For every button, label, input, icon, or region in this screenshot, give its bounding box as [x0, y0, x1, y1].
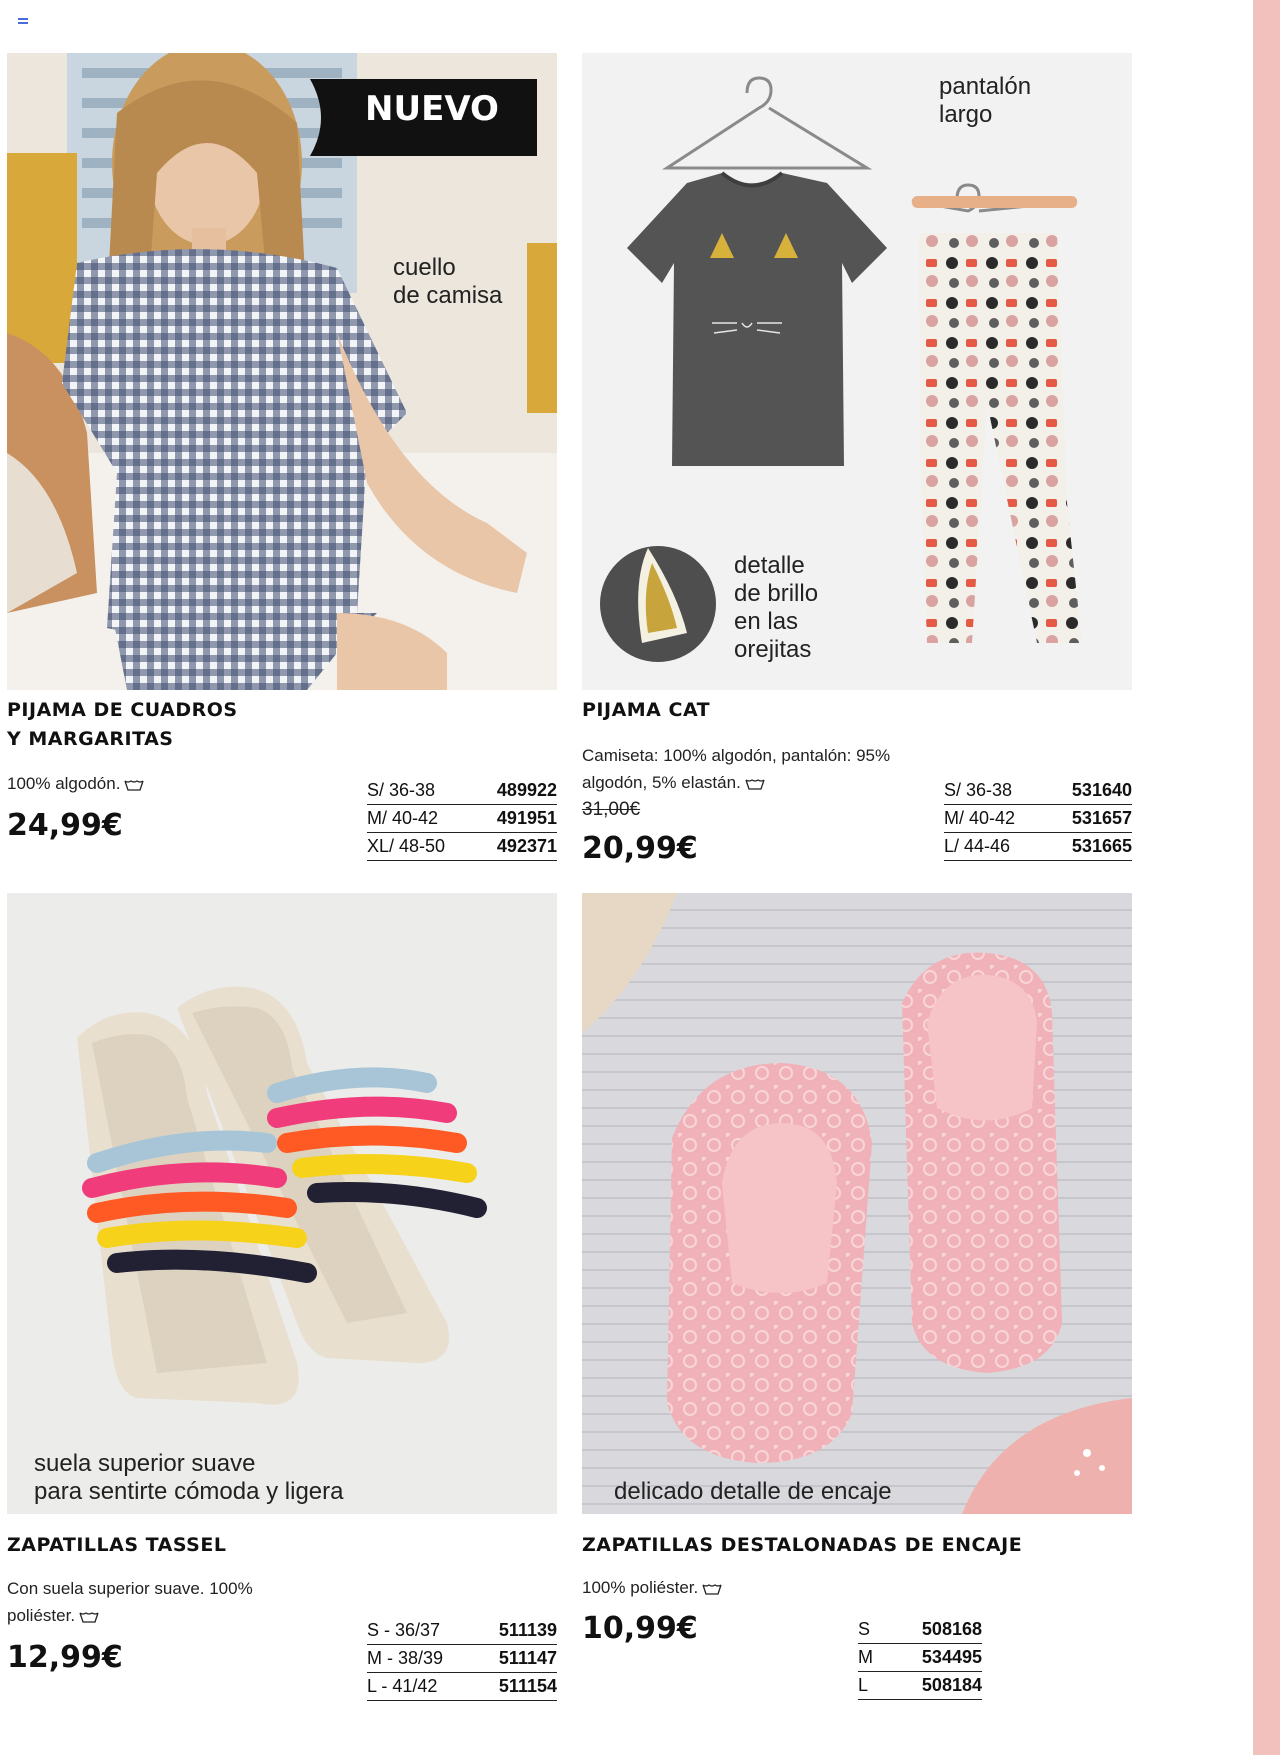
product-price: 12,99€ [7, 1640, 123, 1675]
description-text: Camiseta: 100% algodón, pantalón: 95% algodón, 5% elastán. [582, 746, 891, 792]
size-row: L - 41/42 511154 [367, 1673, 557, 1701]
size-row: M - 38/39 511147 [367, 1645, 557, 1673]
product-description [7, 770, 307, 797]
product-price: 10,99€ [582, 1611, 698, 1646]
size-row: S/ 36-38 531640 [944, 777, 1132, 805]
original-price: 31,00€ [582, 799, 641, 820]
size-table [367, 777, 557, 861]
size-row: L 508184 [858, 1672, 982, 1700]
size-row: L/ 44-46 531665 [944, 833, 1132, 861]
product-title: PIJAMA CAT [582, 699, 711, 721]
description-text: Con suela superior suave. 100% poliéster. [7, 1579, 253, 1625]
size-table [944, 777, 1132, 861]
product-title: ZAPATILLAS TASSEL [7, 1534, 227, 1556]
product-title: PIJAMA DE CUADROS Y MARGARITAS [7, 699, 238, 750]
product-description [582, 1574, 882, 1601]
size-row: S 508168 [858, 1616, 982, 1644]
overlay-pantalon: pantalón largo [939, 73, 1032, 128]
product-price: 24,99€ [7, 808, 123, 843]
size-table [858, 1616, 982, 1700]
accent-stripe [1253, 0, 1280, 1755]
product-card-pijama-cuadros [7, 53, 557, 873]
overlay-cuello: cuello de camisa [393, 254, 503, 309]
product-card-zapatillas-encaje [582, 893, 1132, 1713]
size-row: M/ 40-42 491951 [367, 805, 557, 833]
size-row: S/ 36-38 489922 [367, 777, 557, 805]
size-table [367, 1617, 557, 1701]
product-photo [7, 53, 557, 690]
product-description [582, 742, 927, 796]
nuevo-badge: NUEVO [365, 89, 499, 129]
size-row: XL/ 48-50 492371 [367, 833, 557, 861]
overlay-encaje: delicado detalle de encaje [614, 1478, 892, 1505]
size-row: S - 36/37 511139 [367, 1617, 557, 1645]
product-photo [7, 893, 557, 1514]
size-row: M 534495 [858, 1644, 982, 1672]
product-description [7, 1575, 307, 1629]
overlay-suela: suela superior suave para sentirte cómoda y ligera [34, 1450, 344, 1505]
description-text: 100% poliéster. [582, 1578, 699, 1597]
product-title: ZAPATILLAS DESTALONADAS DE ENCAJE [582, 1534, 1023, 1556]
wash-care-icon [745, 778, 765, 790]
overlay-detalle-brillo: detalle de brillo en las orejitas [734, 552, 819, 663]
wash-care-icon [79, 1611, 99, 1623]
product-card-zapatillas-tassel [7, 893, 557, 1713]
product-card-pijama-cat [582, 53, 1132, 873]
product-photo [582, 893, 1132, 1514]
menu-icon[interactable] [18, 18, 28, 26]
description-text: 100% algodón. [7, 774, 121, 793]
product-price: 20,99€ [582, 831, 698, 866]
wash-care-icon [702, 1583, 722, 1595]
size-row: M/ 40-42 531657 [944, 805, 1132, 833]
wash-care-icon [124, 779, 144, 791]
